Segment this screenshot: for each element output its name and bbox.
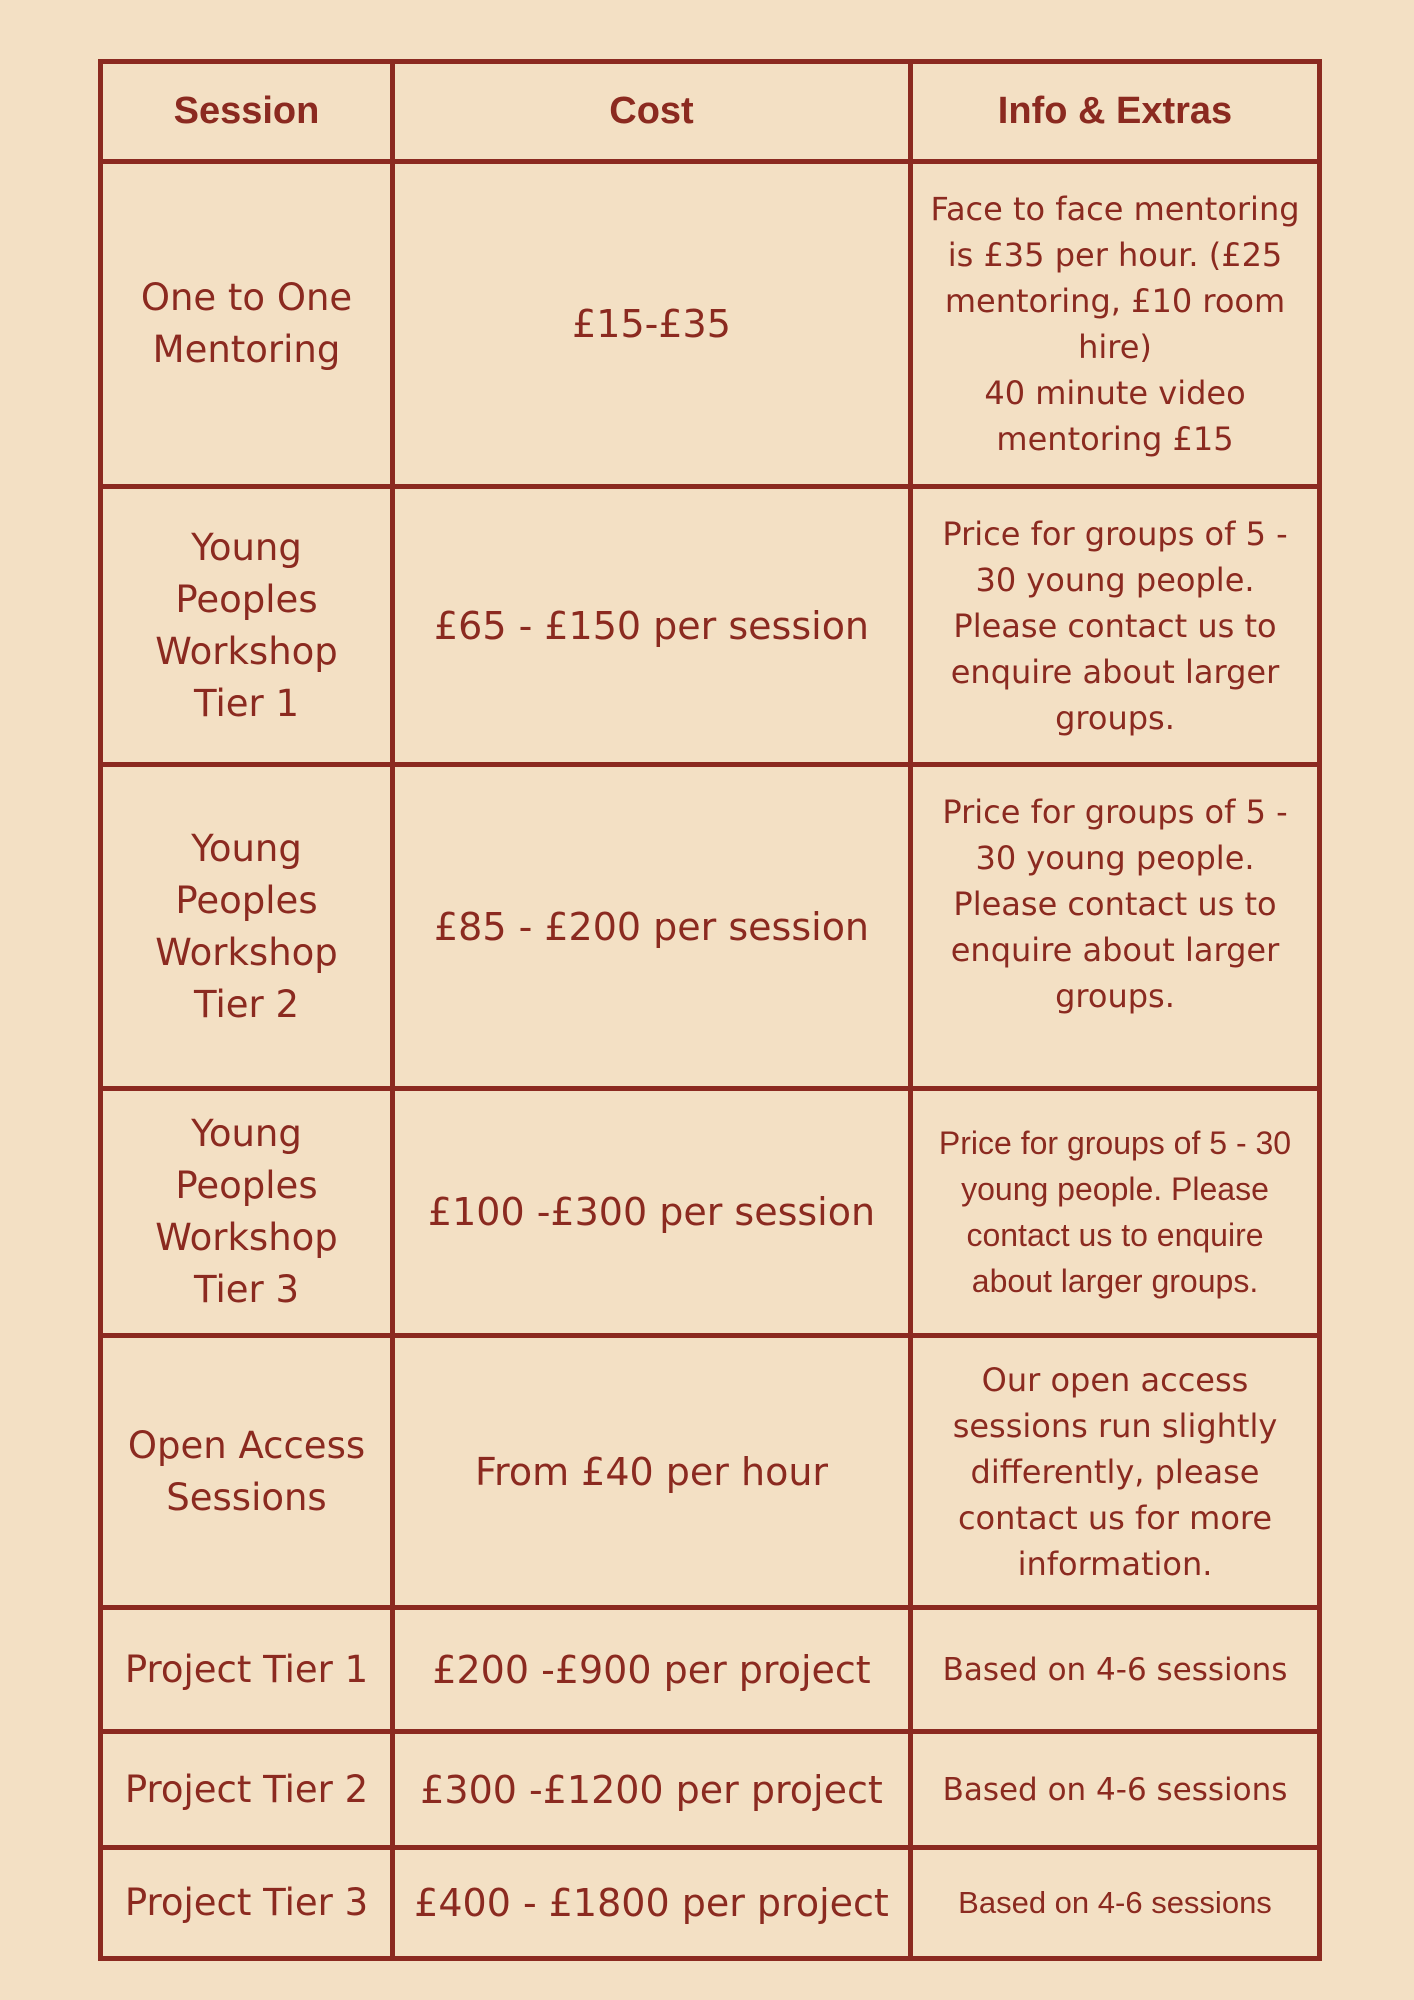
session-cell: One to One Mentoring bbox=[101, 162, 393, 487]
session-cell: Project Tier 2 bbox=[101, 1732, 393, 1848]
info-cell: Based on 4-6 sessions bbox=[911, 1848, 1320, 1959]
info-cell: Price for groups of 5 - 30 young people. Please contact us to enquire about larger groups. bbox=[911, 1089, 1320, 1336]
header-row bbox=[101, 62, 1320, 162]
session-cell: Project Tier 3 bbox=[101, 1848, 393, 1959]
table-row bbox=[101, 1089, 1320, 1336]
cost-cell: £65 - £150 per session bbox=[393, 487, 911, 765]
pricing-table bbox=[98, 59, 1322, 1961]
info-cell: Face to face mentoring is £35 per hour. (£25 mentoring, £10 room hire) 40 minute video mentoring £15 bbox=[911, 162, 1320, 487]
info-cell: Price for groups of 5 - 30 young people. Please contact us to enquire about larger groups. bbox=[911, 765, 1320, 1089]
info-cell: Price for groups of 5 - 30 young people. Please contact us to enquire about larger groups. bbox=[911, 487, 1320, 765]
session-cell: Open Access Sessions bbox=[101, 1336, 393, 1608]
cost-cell: £200 -£900 per project bbox=[393, 1608, 911, 1732]
table-row bbox=[101, 1336, 1320, 1608]
info-cell: Our open access sessions run slightly differently, please contact us for more information. bbox=[911, 1336, 1320, 1608]
table-row bbox=[101, 1848, 1320, 1959]
table-row bbox=[101, 162, 1320, 487]
cost-cell: £100 -£300 per session bbox=[393, 1089, 911, 1336]
session-cell: Project Tier 1 bbox=[101, 1608, 393, 1732]
pricing-table-container bbox=[98, 59, 1317, 1956]
cost-cell: £300 -£1200 per project bbox=[393, 1732, 911, 1848]
cost-cell: £85 - £200 per session bbox=[393, 765, 911, 1089]
session-cell: Young Peoples Workshop Tier 1 bbox=[101, 487, 393, 765]
table-row bbox=[101, 487, 1320, 765]
session-cell: Young Peoples Workshop Tier 3 bbox=[101, 1089, 393, 1336]
cost-cell: £400 - £1800 per project bbox=[393, 1848, 911, 1959]
header-session: Session bbox=[101, 62, 393, 162]
table-row bbox=[101, 1608, 1320, 1732]
table-row bbox=[101, 765, 1320, 1089]
cost-cell: £15-£35 bbox=[393, 162, 911, 487]
cost-cell: From £40 per hour bbox=[393, 1336, 911, 1608]
info-cell: Based on 4-6 sessions bbox=[911, 1732, 1320, 1848]
header-info: Info & Extras bbox=[911, 62, 1320, 162]
session-cell: Young Peoples Workshop Tier 2 bbox=[101, 765, 393, 1089]
info-cell: Based on 4-6 sessions bbox=[911, 1608, 1320, 1732]
table-row bbox=[101, 1732, 1320, 1848]
header-cost: Cost bbox=[393, 62, 911, 162]
